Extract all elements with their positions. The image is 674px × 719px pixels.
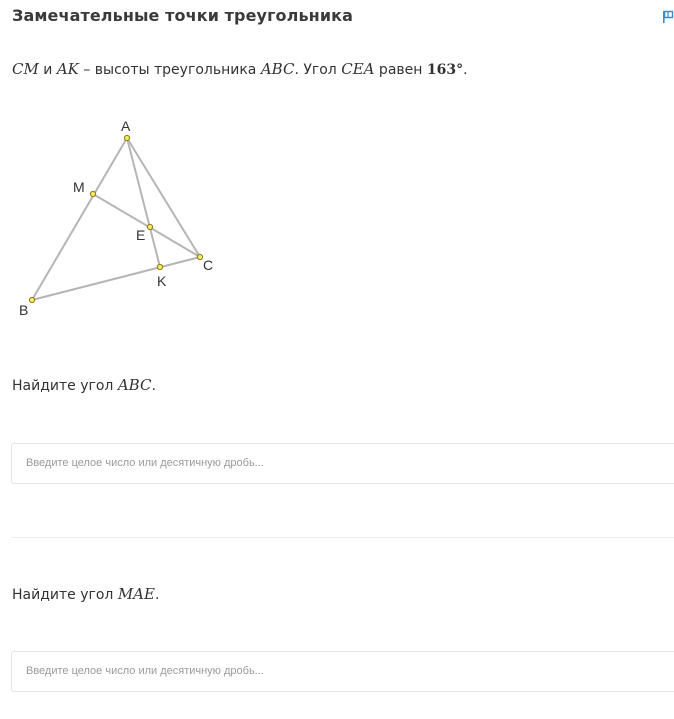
question-1-angle: ABC <box>117 376 152 394</box>
question-2-angle: MAE <box>117 585 155 603</box>
label-m: M <box>73 179 85 195</box>
altitude-ak <box>127 138 160 267</box>
label-a: A <box>121 118 131 134</box>
statement-end: . <box>463 62 468 78</box>
question-1-suffix: . <box>151 378 156 394</box>
point-c <box>197 254 202 259</box>
triangle-figure <box>10 110 230 325</box>
angle-cea: CEA <box>341 60 375 78</box>
question-1 <box>12 376 156 394</box>
answer-field-2-container <box>11 651 674 692</box>
statement-heights-text: – высоты треугольника <box>78 62 261 78</box>
label-e: E <box>136 227 146 243</box>
point-m <box>90 191 95 196</box>
problem-statement <box>12 60 468 78</box>
side-bc <box>32 257 200 300</box>
flag-icon[interactable] <box>662 10 674 24</box>
side-ab <box>32 138 127 300</box>
page-title: Замечательные точки треугольника <box>12 6 353 25</box>
question-2-suffix: . <box>154 587 160 603</box>
point-k <box>157 264 162 269</box>
segment-ak: AK <box>56 60 79 78</box>
label-k: K <box>157 273 167 289</box>
segment-cm: CM <box>12 60 39 78</box>
answer-field-1[interactable] <box>12 444 666 482</box>
label-c: C <box>203 257 214 273</box>
point-a <box>124 135 129 140</box>
point-e <box>147 224 152 229</box>
answer-field-2[interactable] <box>12 652 666 690</box>
question-1-prefix: Найдите угол <box>12 378 118 394</box>
angle-value: 163° <box>426 62 464 78</box>
triangle-diagram <box>10 110 230 325</box>
question-2-prefix: Найдите угол <box>12 587 118 603</box>
question-2 <box>12 585 159 603</box>
answer-field-1-container <box>11 443 674 484</box>
label-b: B <box>19 302 29 318</box>
triangle-abc: ABC <box>260 60 295 78</box>
altitude-cm <box>93 194 200 257</box>
statement-and: и <box>38 62 57 78</box>
point-b <box>29 297 34 302</box>
statement-angle-text: . Угол <box>294 62 342 78</box>
divider <box>11 537 674 538</box>
statement-equals: равен <box>374 62 427 78</box>
